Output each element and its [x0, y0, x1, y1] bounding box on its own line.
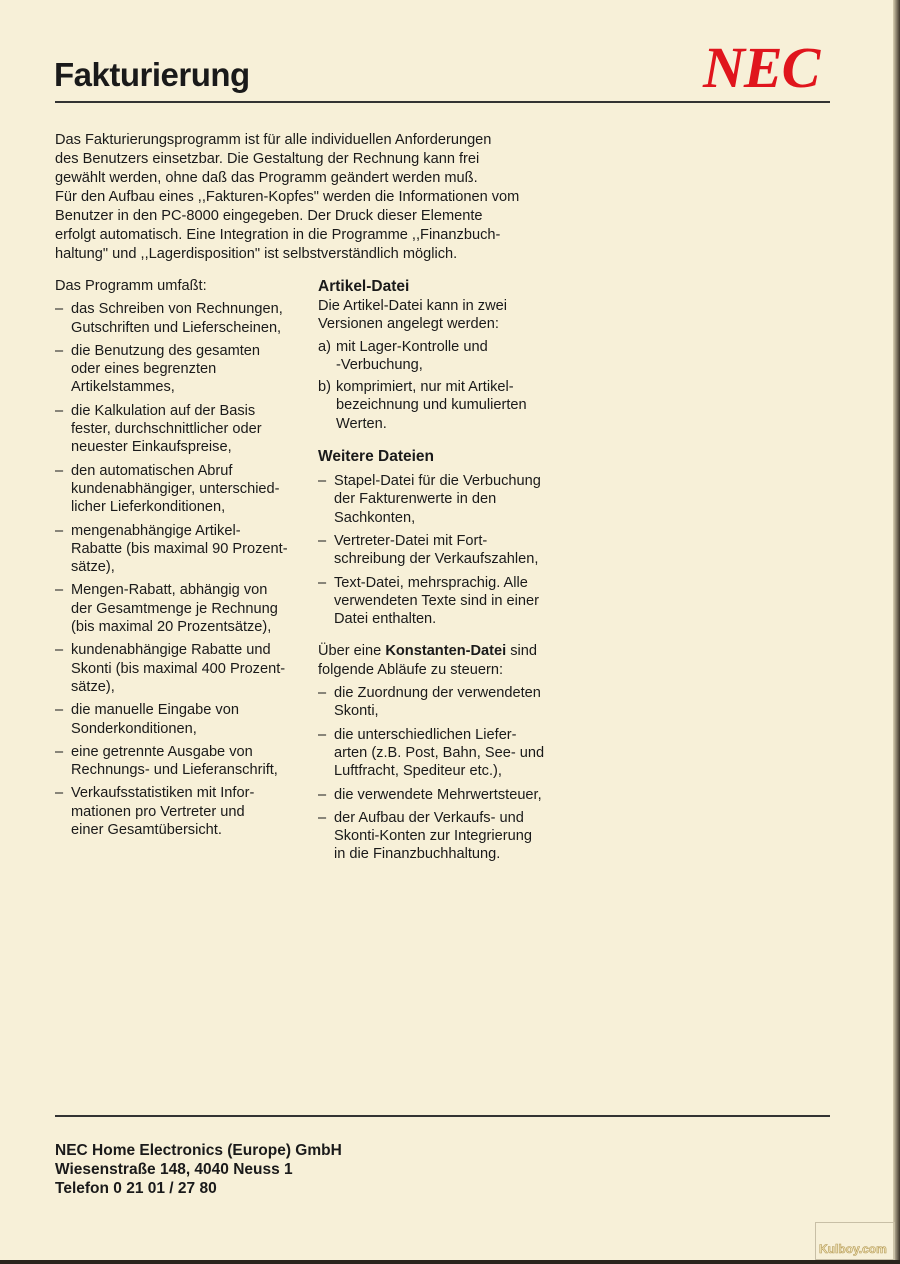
dash-bullet: –: [55, 342, 64, 359]
option-marker: b): [318, 379, 331, 396]
list-item-line: (bis maximal 20 Prozentsätze),: [71, 619, 272, 636]
dash-bullet: –: [55, 522, 64, 539]
list-item-line: sätze),: [71, 678, 115, 695]
list-item: [318, 532, 588, 569]
list-item-line: Vertreter-Datei mit Fort-: [334, 532, 488, 549]
konstanten-bold: Konstanten-Datei: [385, 643, 507, 660]
dash-bullet: –: [55, 785, 64, 802]
list-item-line: mationen pro Vertreter und: [71, 803, 245, 820]
list-item-line: mengenabhängige Artikel-: [71, 522, 241, 539]
dash-bullet: –: [318, 685, 327, 702]
list-item: [318, 786, 588, 804]
list-item: [318, 809, 588, 864]
intro-paragraph: [55, 131, 519, 264]
list-item: [55, 300, 310, 337]
artikel-heading: Artikel-Datei: [318, 278, 410, 295]
dash-bullet: –: [55, 743, 64, 760]
dash-bullet: –: [55, 702, 64, 719]
intro-line: Benutzer in den PC-8000 eingegeben. Der Druck dieser Elemente: [55, 208, 483, 224]
list-item-line: Verkaufsstatistiken mit Infor-: [71, 785, 255, 802]
list-item-line: die Kalkulation auf der Basis: [71, 402, 256, 419]
dash-bullet: –: [55, 402, 64, 419]
dash-bullet: –: [318, 574, 327, 591]
dash-bullet: –: [318, 473, 327, 490]
list-item-line: Sonderkonditionen,: [71, 720, 197, 737]
list-item-line: schreibung der Verkaufszahlen,: [334, 551, 539, 568]
list-item-line: die verwendete Mehrwertsteuer,: [334, 786, 542, 803]
list-item-line: den automatischen Abruf: [71, 462, 233, 479]
dash-bullet: –: [318, 809, 327, 826]
list-item-line: in die Finanzbuchhaltung.: [334, 846, 501, 863]
intro-line: Für den Aufbau eines ,,Fakturen-Kopfes" werden die Informationen vom: [55, 189, 520, 205]
option-line: mit Lager-Kontrolle und: [336, 338, 488, 355]
list-item-line: die Zuordnung der verwendeten: [334, 685, 541, 702]
konstanten-pre: Über eine: [318, 643, 386, 660]
dash-bullet: –: [55, 642, 64, 659]
option-line: Werten.: [336, 415, 387, 432]
konstanten-list: [318, 684, 588, 864]
option-marker: a): [318, 338, 331, 355]
list-item-line: Sachkonten,: [334, 509, 416, 526]
list-item-line: neuester Einkaufspreise,: [71, 439, 232, 456]
list-item-line: oder eines begrenzten: [71, 361, 217, 378]
list-item-line: die manuelle Eingabe von: [71, 702, 239, 719]
list-item-line: Mengen-Rabatt, abhängig von: [71, 582, 268, 599]
list-item-line: Skonti (bis maximal 400 Prozent-: [71, 660, 286, 677]
intro-line: gewählt werden, ohne daß das Programm geändert werden muß.: [55, 170, 478, 186]
scan-edge-bottom: [0, 1260, 900, 1264]
artikel-line: Versionen angelegt werden:: [318, 316, 499, 333]
dash-bullet: –: [318, 532, 327, 549]
page-title: Fakturierung: [54, 56, 250, 93]
list-item-line: sätze),: [71, 559, 115, 576]
list-item: [55, 581, 310, 636]
list-item-line: das Schreiben von Rechnungen,: [71, 301, 283, 318]
watermark: [815, 1222, 895, 1260]
dash-bullet: –: [55, 301, 64, 318]
address-line: Wiesenstraße 148, 4040 Neuss 1: [55, 1161, 293, 1178]
list-item-line: eine getrennte Ausgabe von: [71, 743, 253, 760]
list-item: [55, 784, 310, 839]
list-item: [55, 402, 310, 457]
address-line: Telefon 0 21 01 / 27 80: [55, 1180, 217, 1197]
weitere-section: [318, 447, 588, 628]
list-item: [55, 462, 310, 517]
list-item-line: einer Gesamtübersicht.: [71, 822, 222, 839]
konstanten-intro: [318, 642, 588, 660]
option-line: komprimiert, nur mit Artikel-: [336, 379, 514, 396]
list-item-line: kundenabhängige Rabatte und: [71, 642, 271, 659]
address-line: NEC Home Electronics (Europe) GmbH: [55, 1142, 342, 1159]
list-item-line: arten (z.B. Post, Bahn, See- und: [334, 744, 545, 761]
list-item-line: kundenabhängiger, unterschied-: [71, 480, 280, 497]
feature-column: [55, 277, 310, 839]
company-address: [55, 1141, 342, 1198]
list-item-line: Rabatte (bis maximal 90 Prozent-: [71, 540, 288, 557]
list-item-line: Gutschriften und Lieferscheinen,: [71, 319, 282, 336]
intro-line: erfolgt automatisch. Eine Integration in die Programme ,,Finanzbuch-: [55, 227, 501, 243]
list-item-line: Skonti,: [334, 703, 379, 720]
watermark-text: Kulboy.com: [819, 1242, 887, 1256]
nec-logo: NEC: [703, 35, 820, 100]
list-item-line: verwendeten Texte sind in einer: [334, 592, 539, 609]
option-line: bezeichnung und kumulierten: [336, 397, 527, 414]
list-item-line: Text-Datei, mehrsprachig. Alle: [334, 574, 528, 591]
konstanten-section: [318, 642, 588, 863]
dash-bullet: –: [55, 582, 64, 599]
weitere-heading: Weitere Dateien: [318, 448, 435, 466]
weitere-list: [318, 472, 588, 628]
intro-line: haltung" und ,,Lagerdisposition" ist selbstverständlich möglich.: [55, 246, 458, 262]
list-item-line: fester, durchschnittlicher oder: [71, 421, 262, 438]
intro-line: Das Fakturierungsprogramm ist für alle individuellen Anforderungen: [55, 132, 492, 148]
list-item: [318, 726, 588, 781]
option-line: -Verbuchung,: [336, 356, 423, 373]
dash-bullet: –: [318, 786, 327, 803]
artikel-text: [318, 297, 588, 334]
list-item-line: der Gesamtmenge je Rechnung: [71, 600, 278, 617]
list-item-line: Skonti-Konten zur Integrierung: [334, 828, 532, 845]
header-divider: [55, 101, 830, 103]
list-item: [55, 522, 310, 577]
list-item-line: der Fakturenwerte in den: [334, 491, 497, 508]
list-item: [318, 472, 588, 527]
list-item-line: die Benutzung des gesamten: [71, 342, 261, 359]
list-item-line: Rechnungs- und Lieferanschrift,: [71, 762, 278, 779]
list-item: [55, 342, 310, 397]
list-item: [318, 684, 588, 721]
artikel-options: [318, 338, 588, 433]
list-item-line: licher Lieferkonditionen,: [71, 499, 226, 516]
list-item-line: Artikelstammes,: [71, 379, 175, 396]
konstanten-intro-line2: folgende Abläufe zu steuern:: [318, 661, 503, 678]
list-item-line: Stapel-Datei für die Verbuchung: [334, 473, 541, 490]
list-item-line: die unterschiedlichen Liefer-: [334, 726, 517, 743]
dash-bullet: –: [318, 726, 327, 743]
footer-divider: [55, 1115, 830, 1117]
list-item: [55, 743, 310, 780]
artikel-option: [318, 378, 588, 433]
intro-line: des Benutzers einsetzbar. Die Gestaltung der Rechnung kann frei: [55, 151, 480, 167]
artikel-option: [318, 338, 588, 375]
files-column: [318, 277, 588, 864]
dash-bullet: –: [55, 462, 64, 479]
feature-list: [55, 300, 310, 839]
artikel-line: Die Artikel-Datei kann in zwei: [318, 298, 507, 314]
list-item-line: Luftfracht, Spediteur etc.),: [334, 763, 502, 780]
list-item-line: der Aufbau der Verkaufs- und: [334, 809, 524, 826]
list-item-line: Datei enthalten.: [334, 611, 437, 628]
feature-lead: Das Programm umfaßt:: [55, 278, 207, 294]
list-item: [55, 641, 310, 696]
list-item: [318, 574, 588, 629]
scan-edge-right: [893, 0, 900, 1264]
artikel-section: [318, 277, 588, 433]
konstanten-post: sind: [506, 643, 537, 660]
list-item: [55, 701, 310, 738]
